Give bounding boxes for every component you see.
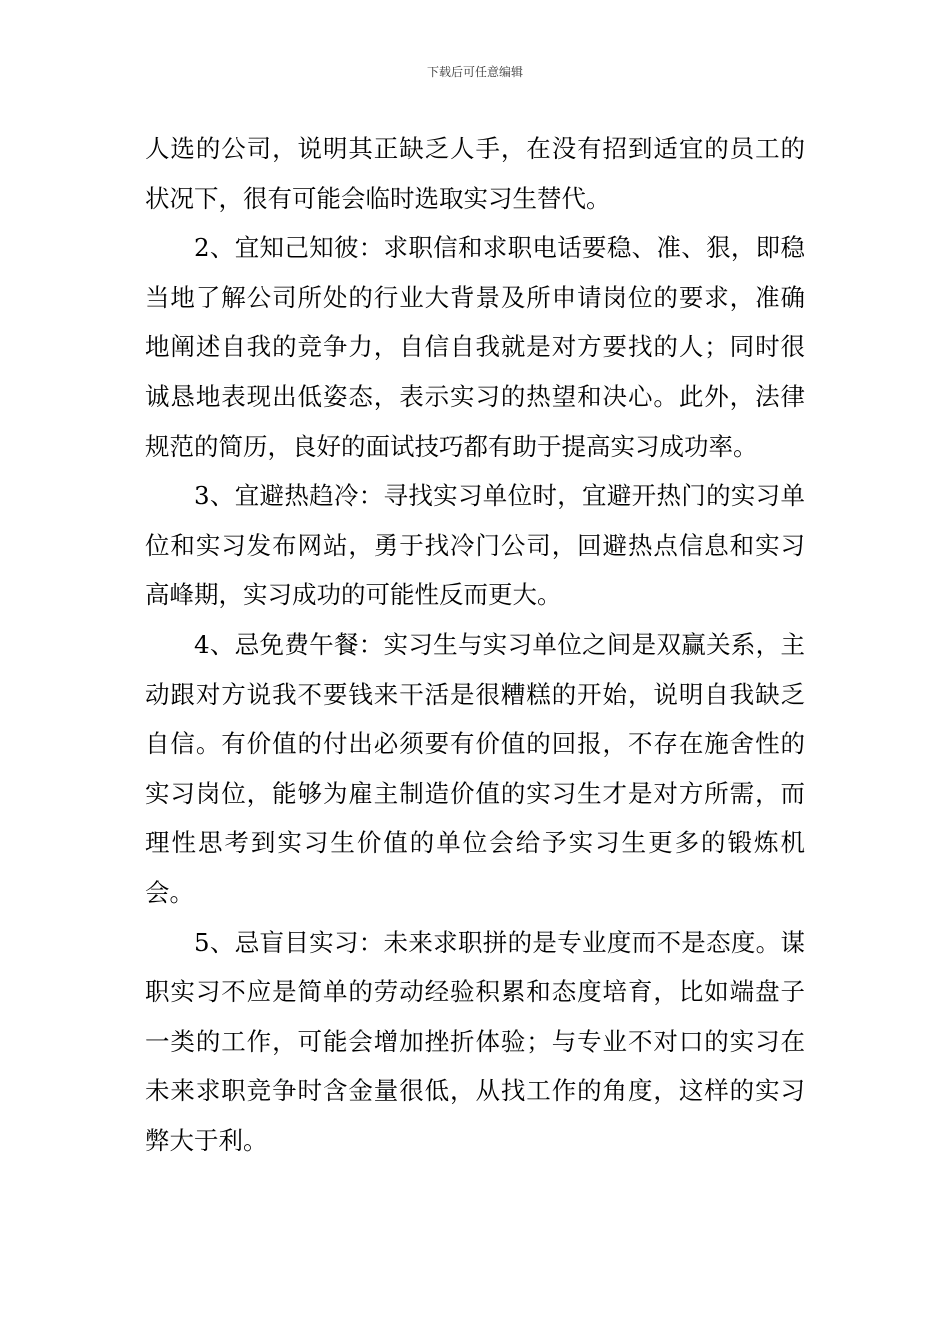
paragraph-item-3: 3、宜避热趋冷：寻找实习单位时，宜避开热门的实习单位和实习发布网站，勇于找冷门公司，回避热点信息和实习高峰期，实习成功的可能性反而更大。: [145, 481, 805, 610]
paragraph-item-4: 4、忌免费午餐：实习生与实习单位之间是双赢关系，主动跟对方说我不要钱来干活是很糟糕的开始，说明自我缺乏自信。有价值的付出必须要有价值的回报，不存在施舍性的实习岗位，能够为雇主制造价值的实习生才是对方所需，而理性思考到实习生价值的单位会给予实习生更多的锻炼机会。: [145, 629, 805, 907]
document-body: [145, 124, 805, 1165]
paragraph-item-2: 2、宜知己知彼：求职信和求职电话要稳、准、狠，即稳当地了解公司所处的行业大背景及所申请岗位的要求，准确地阐述自我的竞争力，自信自我就是对方要找的人；同时很诚恳地表现出低姿态，表示实习的热望和决心。此外，法律规范的简历，良好的面试技巧都有助于提高实习成功率。: [145, 233, 805, 461]
page-header: 下载后可任意编辑: [426, 65, 523, 79]
paragraph-item-5: 5、忌盲目实习：未来求职拼的是专业度而不是态度。谋职实习不应是简单的劳动经验积累和态度培育，比如端盘子一类的工作，可能会增加挫折体验；与专业不对口的实习在未来求职竞争时含金量很低，从找工作的角度，这样的实习弊大于利。: [145, 927, 805, 1155]
paragraph-continuation: 人选的公司，说明其正缺乏人手，在没有招到适宜的员工的状况下，很有可能会临时选取实习生替代。: [145, 134, 805, 213]
